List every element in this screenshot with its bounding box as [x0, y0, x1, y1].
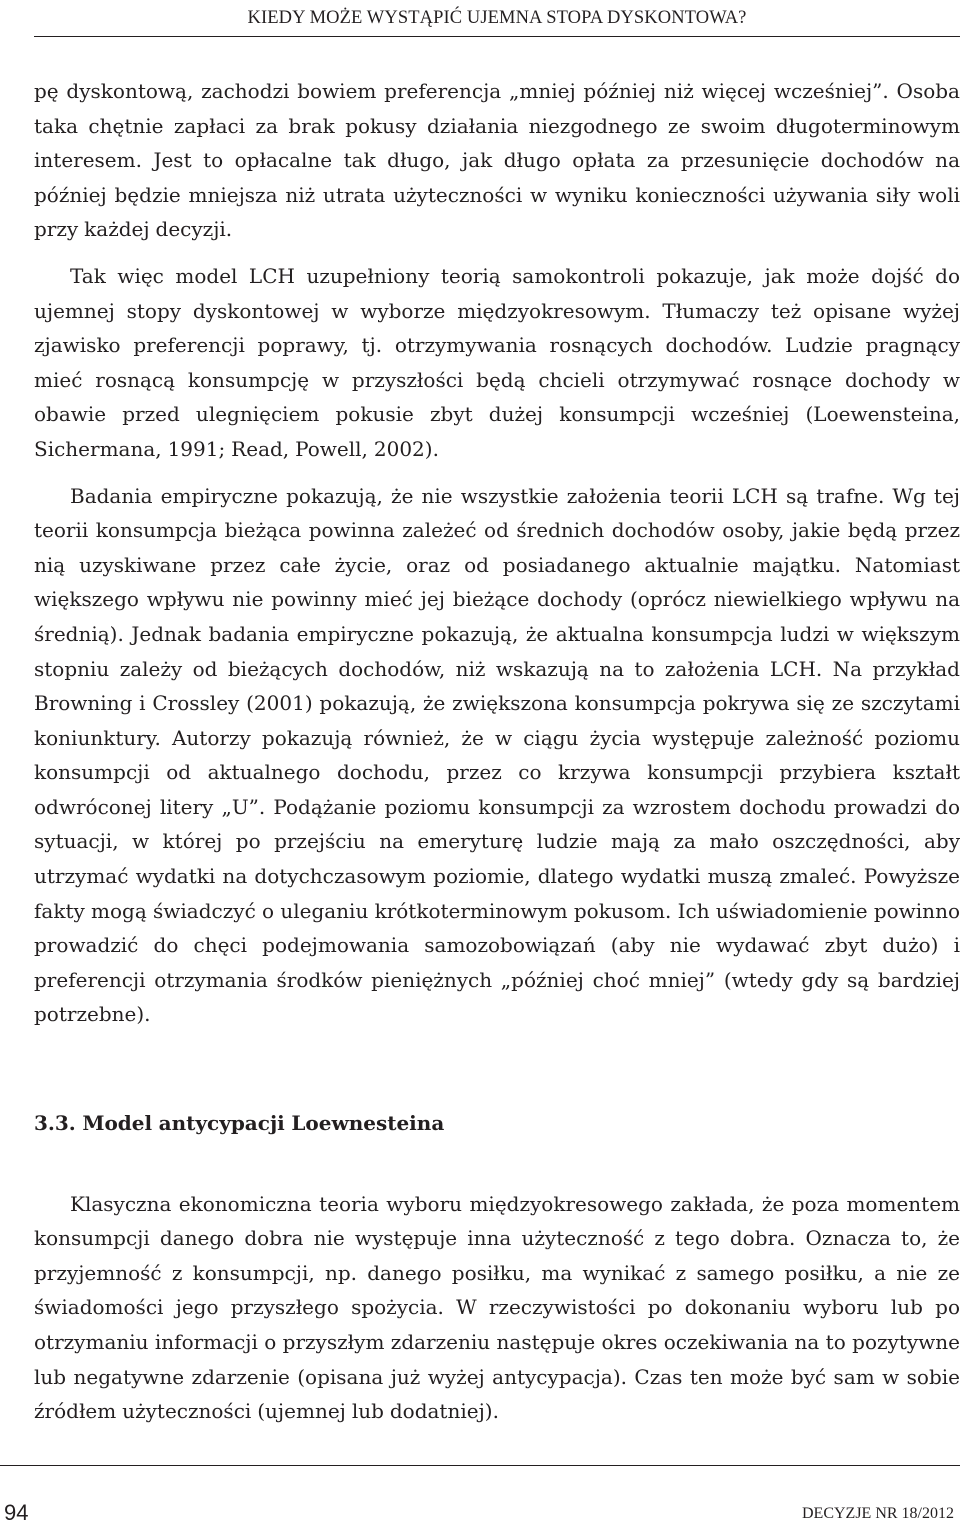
body-text	[34, 74, 960, 1429]
page-number: 94	[4, 1500, 29, 1525]
paragraph-lch-self-control: Tak więc model LCH uzupełniony teorią samokontroli pokazuje, jak może dojść do ujemnej stopy dyskontowej w wyborze międzyokresowym. Tłumaczy też opisane wyżej zjawisko preferencji poprawy, tj. otrzymywania rosnących dochodów. Ludzie pragnący mieć rosnącą konsumpcję w przyszłości będą chcieli otrzymywać rosnące dochody w obawie przed ulegnięciem pokusie zbyt dużej konsumpcji wcześniej (Loewensteina, Sichermana, 1991; Read, Powell, 2002).	[34, 263, 960, 461]
journal-footer: DECYZJE NR 18/2012	[802, 1505, 954, 1522]
paragraph-empirical-research: Badania empiryczne pokazują, że nie wszystkie założenia teorii LCH są trafne. Wg tej teorii konsumpcja bieżąca powinna zależeć od średnich dochodów osoby, jakie będą przez nią uzyskiwane przez całe życie, oraz od posiadanego aktualnie majątku. Natomiast większego wpływu nie powinny mieć jej bieżące dochody (oprócz niewielkiego wpływu na średnią). Jednak badania empiryczne pokazują, że aktualna konsumpcja ludzi w większym stopniu zależy od bieżących dochodów, niż wskazują na to założenia LCH. Na przykład Browning i Crossley (2001) pokazują, że zwiększona konsumpcja pokrywa się ze szczytami koniunktury. Autorzy pokazują również, że w ciągu życia występuje zależność poziomu konsumpcji od aktualnego dochodu, przez co krzywa konsumpcji przybiera kształt odwróconej litery „U”. Podążanie poziomu konsumpcji za wzrostem dochodu prowadzi do sytuacji, w której po przejściu na emeryturę ludzie mają za mało oszczędności, aby utrzymać wydatki na dotychczasowym poziomie, dlatego wydatki muszą zmaleć. Powyższe fakty mogą świadczyć o uleganiu krótkoterminowym pokusom. Ich uświadomienie powinno prowadzić do chęci podejmowania samozobowiązań (aby nie wydawać zbyt dużo) i preferencji otrzymania środków pieniężnych „później choć mniej” (wtedy gdy są bardziej potrzebne).	[34, 483, 960, 1027]
paragraph-continuation: pę dyskontową, zachodzi bowiem preferencja „mniej później niż więcej wcześniej”. Osoba taka chętnie zapłaci za brak pokusy działania niezgodnego ze swoim długoterminowym interesem. Jest to opłacalne tak długo, jak długo opłata za przesunięcie dochodów na później będzie mniejsza niż utrata użyteczności w wyniku konieczności używania siły woli przy każdej decyzji.	[34, 79, 960, 242]
paragraph-anticipation-model: Klasyczna ekonomiczna teoria wyboru międzyokresowego zakłada, że poza momentem konsumpcji danego dobra nie występuje inna użyteczność z tego dobra. Oznacza to, że przyjemność z konsumpcji, np. danego posiłku, ma wynikać z samego posiłku, a nie ze świadomości jego przyszłego spożycia. W rzeczywistości po dokonaniu wyboru lub po otrzymaniu informacji o przyszłym zdarzeniu następuje okres oczekiwania na to pozytywne lub negatywne zdarzenie (opisana już wyżej antycypacja). Czas ten może być sam w sobie źródłem użyteczności (ujemnej lub dodatniej).	[34, 1191, 960, 1424]
header-rule	[34, 36, 960, 37]
section-heading: 3.3. Model antycypacji Loewnesteina	[34, 1111, 445, 1136]
running-header: KIEDY MOŻE WYSTĄPIĆ UJEMNA STOPA DYSKONTOWA?	[247, 8, 747, 28]
footer-rule	[0, 1465, 960, 1466]
